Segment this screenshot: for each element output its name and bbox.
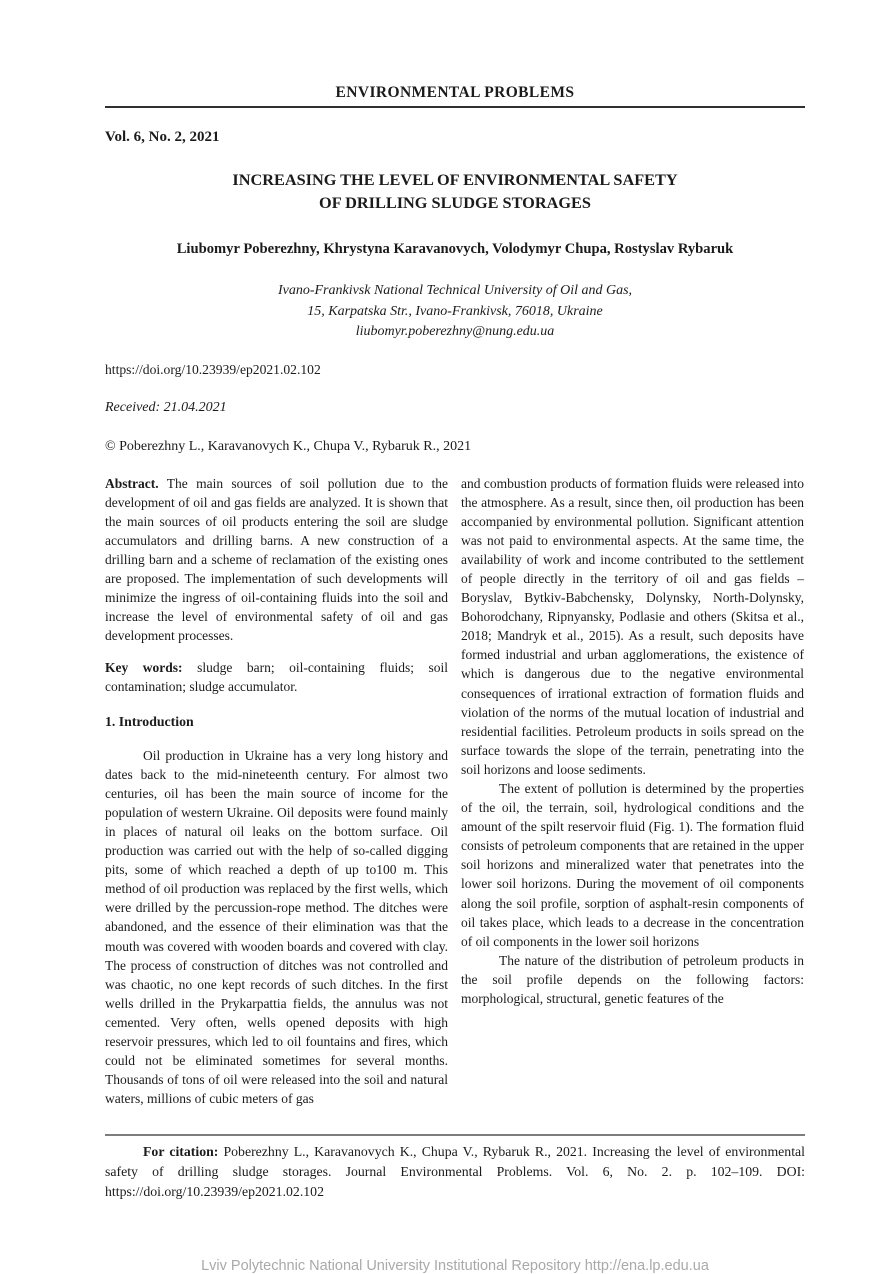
abstract-text: The main sources of soil pollution due to the development of oil and gas fields are analyzed. It is shown that the main sources of oil products entering the soil are sludge accumulators and drilling barns. A new construction of a drilling barn and a scheme of reclamation of the existing ones are proposed. The implementation of such developments will minimize the ingress of oil-containing fluids into the soil and increase the level of environmental safety of oil and gas development processes.: [105, 475, 448, 644]
article-title-line-2: OF DRILLING SLUDGE STORAGES: [319, 193, 591, 212]
abstract-paragraph: [105, 474, 448, 646]
citation-label: For citation:: [143, 1144, 219, 1160]
received-date-line: Received: 21.04.2021: [105, 399, 227, 415]
intro-paragraph: Oil production in Ukraine has a very long history and dates back to the mid-nineteenth century. For almost two centuries, oil has been the main source of income for the population of western Ukraine. Oil deposits were found mainly in places of natural oil leaks on the bottom surface. Oil production was carried out with the help of so-called digging pits, some of which reached a depth of up to100 m. This method of oil production was replaced by the first wells, which were drilled by the percussion-rope method. The ditches were abandoned, and the essence of their elimination was that the mouth was covered with wooden boards and covered with clay. The process of construction of ditches was not controlled and was chaotic, no one kept records of such ditches. In the first wells drilled in the Prykarpattia fields, the annulus was not cemented. Very often, wells opened deposits with high reservoir pressures, which led to oil fountains and fires, which could not be eliminated sometimes for several months. Thousands of tons of oil were released into the soil and natural waters, millions of cubic meters of gas: [105, 747, 448, 1107]
repository-watermark: Lviv Polytechnic National University Institutional Repository http://ena.lp.edu.ua: [201, 1258, 709, 1274]
abstract-label: Abstract.: [105, 475, 159, 491]
citation-block: [105, 1134, 805, 1202]
two-column-body: [105, 474, 805, 1109]
volume-line: Vol. 6, No. 2, 2021: [105, 129, 220, 145]
doi-link: https://doi.org/10.23939/ep2021.02.102: [105, 361, 321, 377]
citation-paragraph: [105, 1142, 805, 1202]
citation-rule: [105, 1134, 805, 1136]
right-column: [461, 474, 804, 1109]
keywords-paragraph: [105, 658, 448, 696]
copyright-line: © Poberezhny L., Karavanovych K., Chupa V., Rybaruk R., 2021: [105, 438, 472, 454]
journal-header: ENVIRONMENTAL PROBLEMS: [335, 84, 575, 101]
authors-line: Liubomyr Poberezhny, Khrystyna Karavanovych, Volodymyr Chupa, Rostyslav Rybaruk: [176, 241, 734, 257]
keywords-label: Key words:: [105, 660, 183, 676]
affiliation-line-2: 15, Karpatska Str., Ivano-Frankivsk, 76018, Ukraine: [307, 303, 603, 319]
body-paragraph-2: The extent of pollution is determined by the properties of the oil, the terrain, soil, hydrological conditions and the amount of the spilt reservoir fluid (Fig. 1). The formation fluid consists of petroleum components that are retained in the upper soil horizons and mineralized water that penetrates into the lower soil horizons. During the movement of oil components along the soil profile, sorption of asphalt-resin components of oil takes place, which leads to a decrease in the concentration of oil components in the lower soil horizons: [461, 781, 804, 949]
article-title: [105, 168, 805, 214]
page: [105, 0, 805, 1274]
citation-text: Poberezhny L., Karavanovych K., Chupa V., Rybaruk R., 2021. Increasing the level of environmental safety of drilling sludge storages. Journal Environmental Problems. Vol. 6, No. 2. p. 102–109. DOI: https://doi.org/10.23939/ep2021.02.102: [105, 1144, 805, 1200]
section-heading-introduction: 1. Introduction: [105, 713, 194, 729]
body-paragraph-1: and combustion products of formation fluids were released into the atmosphere. As a result, since then, oil production has been accompanied by environmental pollution. Significant attention was not paid to environmental aspects. At the same time, the availability of work and income contributed to the settlement of people directly in the territory of oil and gas fields – Boryslav, Bytkiv-Babchensky, Dolynsky, North-Dolynsky, Bohorodchany, Ripnyansky, Podlasie and others (Skitsa et al., 2018; Mandryk et al., 2015). As a result, such deposits have formed industrial and urban agglomerations, the existence of which is dangerous due to the negative environmental consequences of irrational extraction of formation fluids and violation of the norms of the mutual location of industrial and residential facilities. Petroleum products in soils spread on the surface towards the slope of the terrain, penetrating into the soil horizons and loose sediments.: [461, 475, 804, 777]
affiliation-line-1: Ivano-Frankivsk National Technical University of Oil and Gas,: [277, 283, 633, 298]
affiliation-block: [105, 281, 805, 343]
article-title-line-1: INCREASING THE LEVEL OF ENVIRONMENTAL SAFETY: [232, 170, 678, 189]
body-paragraph-3: The nature of the distribution of petroleum products in the soil profile depends on the following factors: morphological, structural, genetic features of the: [461, 952, 804, 1007]
keywords-text: sludge barn; oil-containing fluids; soil contamination; sludge accumulator.: [105, 660, 448, 695]
header-rule: [105, 106, 805, 108]
left-column: [105, 474, 448, 1109]
author-email: liubomyr.poberezhny@nung.edu.ua: [355, 324, 555, 339]
